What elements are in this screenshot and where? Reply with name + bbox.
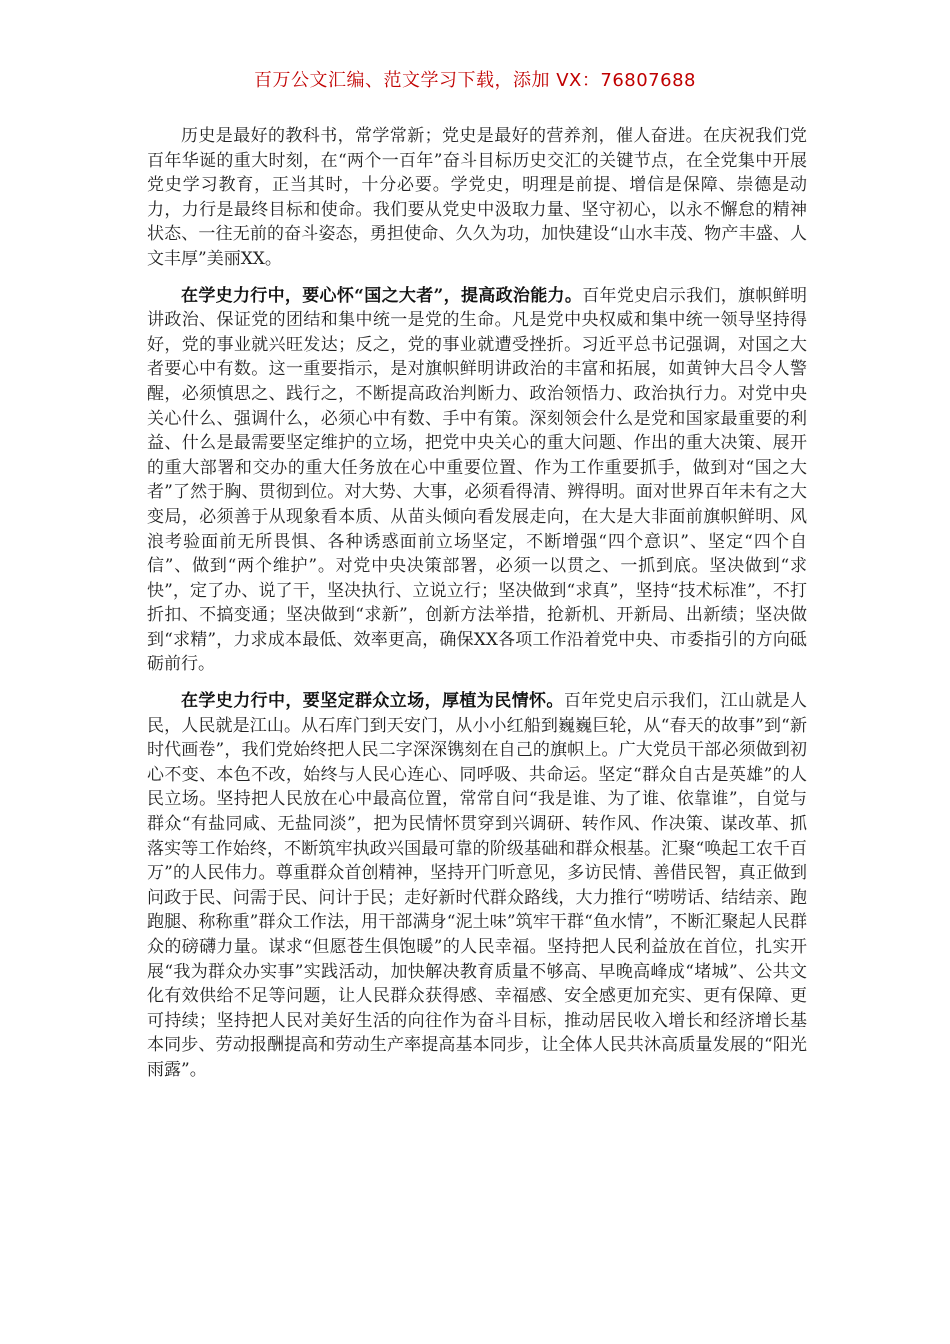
paragraph-body: 百年党史启示我们，旗帜鲜明讲政治、保证党的团结和集中统一是党的生命。凡是党中央权威和集中统一领导坚持得好，党的事业就兴旺发达；反之，党的事业就遭受挫折。习近平总书记强调，对国之大者要心中有数。这一重要指示，是对旗帜鲜明讲政治的丰富和拓展，如黄钟大吕令人警醒，必须慎思之、践行之，不断提高政治判断力、政治领悟力、政治执行力。对党中央关心什么、强调什么，必须心中有数、手中有策。深刻领会什么是党和国家最重要的利益、什么是最需要坚定维护的立场，把党中央关心的重大问题、作出的重大决策、展开的重大部署和交办的重大任务放在心中重要位置、作为工作重要抓手，做到对“国之大者”了然于胸、贯彻到位。对大势、大事，必须看得清、辨得明。面对世界百年未有之大变局，必须善于从现象看本质、从苗头倾向看发展走向，在大是大非面前旗帜鲜明、风浪考验面前无所畏惧、各种诱惑面前立场坚定，不断增强“四个意识”、坚定“四个自信”、做到“两个维护”。对党中央决策部署，必须一以贯之、一抓到底。坚决做到“求快”，定了办、说了干，坚决执行、立说立行；坚决做到“求真”，坚持“技术标准”，不打折扣、不搞变通；坚决做到“求新”，创新方法举措，抢新机、开新局、出新绩；坚决做到“求精”，力求成本最低、效率更高，确保XX各项工作沿着党中央、市委指引的方向砥砺前行。 bbox=[147, 285, 807, 675]
paragraph-body: 历史是最好的教科书，常学常新；党史是最好的营养剂，催人奋进。在庆祝我们党百年华诞的重大时刻，在“两个一百年”奋斗目标历史交汇的关键节点，在全党集中开展党史学习教育，正当其时，十分必要。学党史，明理是前提、增信是保障、崇德是动力，力行是最终目标和使命。我们要从党史中汲取力量、坚守初心，以永不懈怠的精神状态、一往无前的奋斗姿态，勇担使命、久久为功，加快建设“山水丰茂、物产丰盛、人文丰厚”美丽XX。 bbox=[147, 126, 807, 269]
paragraph-people-stance bbox=[147, 689, 807, 1083]
paragraph-body: 百年党史启示我们，江山就是人民，人民就是江山。从石库门到天安门，从小小红船到巍巍巨轮，从“春天的故事”到“新时代画卷”，我们党始终把人民二字深深镌刻在自己的旗帜上。广大党员干部必须做到初心不变、本色不改，始终与人民心连心、同呼吸、共命运。坚定“群众自古是英雄”的人民立场。坚持把人民放在心中最高位置，常常自问“我是谁、为了谁、依靠谁”，自觉与群众“有盐同咸、无盐同淡”，把为民情怀贯穿到兴调研、转作风、作决策、谋改革、抓落实等工作始终，不断筑牢执政兴国最可靠的阶级基础和群众根基。汇聚“唤起工农千百万”的人民伟力。尊重群众首创精神，坚持开门听意见，多访民情、善借民智，真正做到问政于民、问需于民、问计于民；走好新时代群众路线，大力推行“唠唠话、结结亲、跑跑腿、称称重”群众工作法，用干部满身“泥土味”筑牢干群“鱼水情”，不断汇聚起人民群众的磅礴力量。谋求“但愿苍生俱饱暖”的人民幸福。坚持把人民利益放在首位，扎实开展“我为群众办实事”实践活动，加快解决教育质量不够高、早晚高峰成“堵城”、公共文化有效供给不足等问题，让人民群众获得感、幸福感、安全感更加充实、更有保障、更可持续；坚持把人民对美好生活的向往作为奋斗目标，推动居民收入增长和经济增长基本同步、劳动报酬提高和劳动生产率提高基本同步，让全体人民共沐高质量发展的“阳光雨露”。 bbox=[147, 691, 808, 1080]
watermark-header: 百万公文汇编、范文学习下载，添加 VX：76807688 bbox=[254, 70, 696, 91]
document-body bbox=[147, 124, 807, 1095]
paragraph-political-ability bbox=[147, 284, 807, 678]
paragraph-intro bbox=[147, 124, 807, 272]
paragraph-lead: 在学史力行中，要心怀“国之大者”，提高政治能力。 bbox=[181, 285, 583, 306]
paragraph-lead: 在学史力行中，要坚定群众立场，厚植为民情怀。 bbox=[181, 691, 564, 712]
